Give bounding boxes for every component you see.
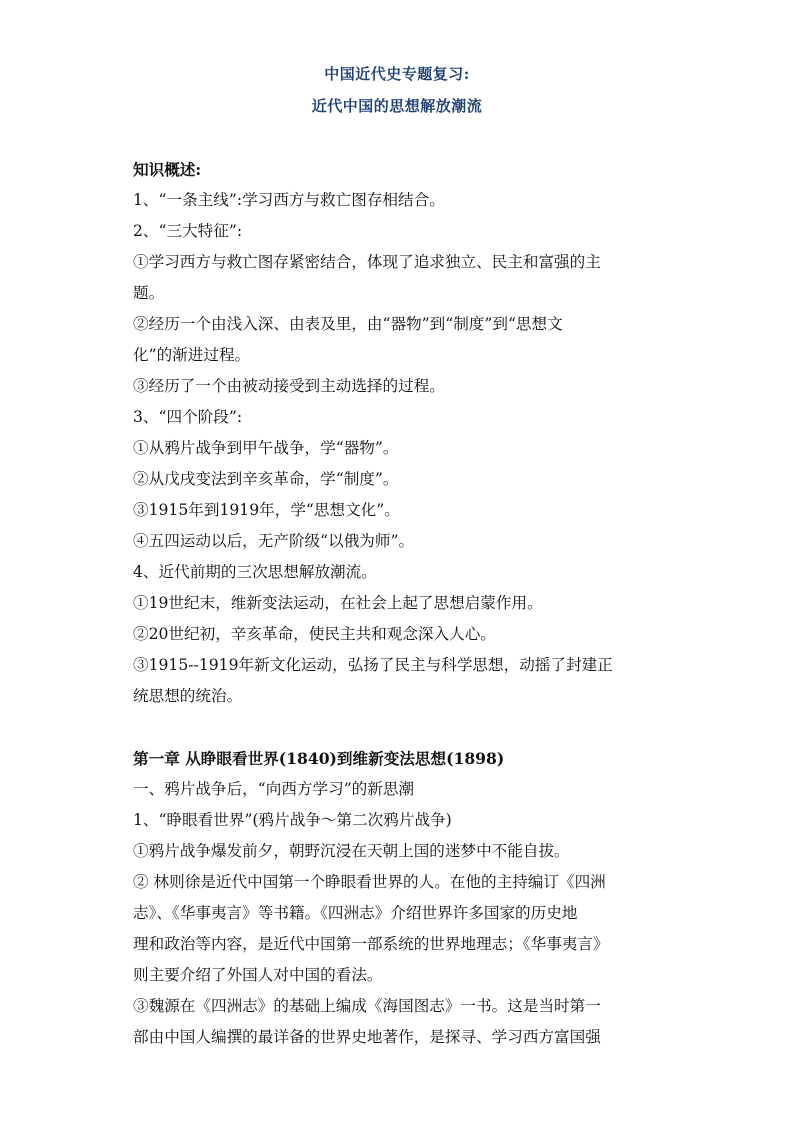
text-line: 1、“一条主线”:学习西方与救亡图存相结合。: [133, 191, 445, 209]
text-line: ②20世纪初，辛亥革命，使民主共和观念深入人心。: [133, 625, 496, 643]
text-line: 则主要介绍了外国人对中国的看法。: [133, 966, 383, 984]
text-line: 化”的渐进过程。: [133, 346, 251, 364]
text-line: 一、鸦片战争后，“向西方学习”的新思潮: [133, 780, 415, 798]
text-line: ①鸦片战争爆发前夕，朝野沉浸在天朝上国的迷梦中不能自拔。: [133, 842, 570, 860]
text-line: ③1915年到1919年，学“思想文化”。: [133, 501, 400, 519]
text-line: 2、“三大特征”:: [133, 222, 243, 240]
text-line: ② 林则徐是近代中国第一个睁眼看世界的人。在他的主持编订《四洲: [133, 873, 606, 891]
text-line: ③魏源在《四洲志》的基础上编成《海国图志》一书。这是当时第一: [133, 997, 601, 1015]
text-line: ①学习西方与救亡图存紧密结合，体现了追求独立、民主和富强的主: [133, 253, 601, 271]
text-line: 志》、《华事夷言》等书籍。《四洲志》介绍世界许多国家的历史地: [133, 904, 578, 922]
text-line: 题。: [133, 284, 165, 302]
document-title: 中国近代史专题复习:: [324, 65, 470, 83]
text-line: ③1915--1919年新文化运动，弘扬了民主与科学思想，动摇了封建正: [133, 656, 613, 674]
text-line: ②从戊戌变法到辛亥革命，学“制度”。: [133, 470, 399, 488]
text-line: 1、“睁眼看世界”(鸦片战争～第二次鸦片战争): [133, 811, 452, 829]
text-line: ①19世纪末，维新变法运动，在社会上起了思想启蒙作用。: [133, 594, 543, 612]
text-line: ③经历了一个由被动接受到主动选择的过程。: [133, 377, 445, 395]
text-line: ④五四运动以后，无产阶级“以俄为师”。: [133, 532, 415, 550]
text-line: ①从鸦片战争到甲午战争，学“器物”。: [133, 439, 399, 457]
text-line: 3、“四个阶段”:: [133, 408, 243, 426]
text-line: 统思想的统治。: [133, 687, 243, 705]
text-line: ②经历一个由浅入深、由表及里，由“器物”到“制度”到“思想文: [133, 315, 563, 333]
blank-line: [133, 712, 663, 743]
text-line: 4、近代前期的三次思想解放潮流。: [133, 563, 377, 581]
text-line: 理和政治等内容，是近代中国第一部系统的世界地理志；《华事夷言》: [133, 935, 609, 953]
text-line: 部由中国人编撰的最详备的世界史地著作，是探寻、学习西方富国强: [133, 1028, 601, 1046]
section-heading: 知识概述:: [133, 160, 202, 179]
document-body: [133, 154, 663, 1053]
document-subtitle: 近代中国的思想解放潮流: [311, 97, 483, 115]
section-heading: 第一章 从睁眼看世界(1840)到维新变法思想(1898): [133, 749, 505, 768]
